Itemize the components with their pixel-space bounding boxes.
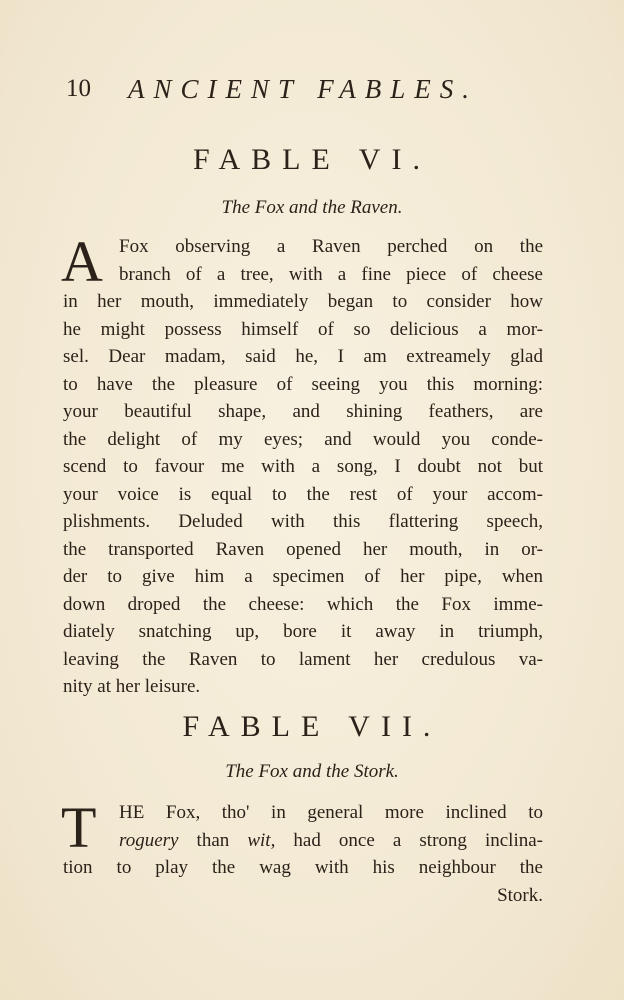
text-fragment: than <box>178 829 248 851</box>
fable-7-subtitle: The Fox and the Stork. <box>225 761 399 782</box>
text-line: the delight of my eyes; and would you conde- <box>63 428 543 450</box>
text-line: to have the pleasure of seeing you this morning: <box>63 373 543 395</box>
text-line <box>63 827 543 855</box>
fable-6-subtitle: The Fox and the Raven. <box>221 197 403 218</box>
text-line: Fox observing a Raven perched on the <box>119 236 543 257</box>
text-line: down droped the cheese: which the Fox imme- <box>63 593 543 615</box>
running-head: ANCIENT FABLES. <box>128 74 479 104</box>
fable-6-title: FABLE VI. <box>193 143 431 176</box>
text-line: he might possess himself of so delicious a mor- <box>63 318 543 340</box>
italic-word: roguery <box>119 829 179 851</box>
text-line: HE Fox, tho' in general more inclined to <box>119 802 543 823</box>
page-header <box>66 72 516 106</box>
text-line: your voice is equal to the rest of your accom- <box>63 483 543 505</box>
page-number: 10 <box>66 75 91 102</box>
text-line: plishments. Deluded with this flattering speech, <box>63 511 543 532</box>
text-line: diately snatching up, bore it away in triumph, <box>63 621 543 642</box>
text-fragment: had once a strong inclina- <box>275 829 544 851</box>
fable-6-body <box>61 229 543 701</box>
text-line: the transported Raven opened her mouth, in or- <box>63 538 543 560</box>
text-line: sel. Dear madam, said he, I am extreamely glad <box>63 346 543 367</box>
text-line: tion to play the wag with his neighbour the <box>63 857 543 878</box>
text-line: leaving the Raven to lament her credulous va- <box>63 648 543 670</box>
fable-7-title: FABLE VII. <box>182 710 442 743</box>
text-line: in her mouth, immediately began to consider how <box>63 291 543 312</box>
text-line: der to give him a specimen of her pipe, when <box>63 566 543 587</box>
text-line: nity at her leisure. <box>63 676 201 697</box>
text-line: branch of a tree, with a fine piece of cheese <box>119 263 543 285</box>
italic-word: wit, <box>247 829 276 851</box>
text-line: scend to favour me with a song, I doubt not but <box>63 456 543 477</box>
catchword: Stork. <box>497 884 543 906</box>
drop-cap: A <box>61 229 103 294</box>
text-line: your beautiful shape, and shining feathers, are <box>63 401 543 422</box>
fable-7-body <box>61 795 544 909</box>
drop-cap: T <box>61 795 97 860</box>
